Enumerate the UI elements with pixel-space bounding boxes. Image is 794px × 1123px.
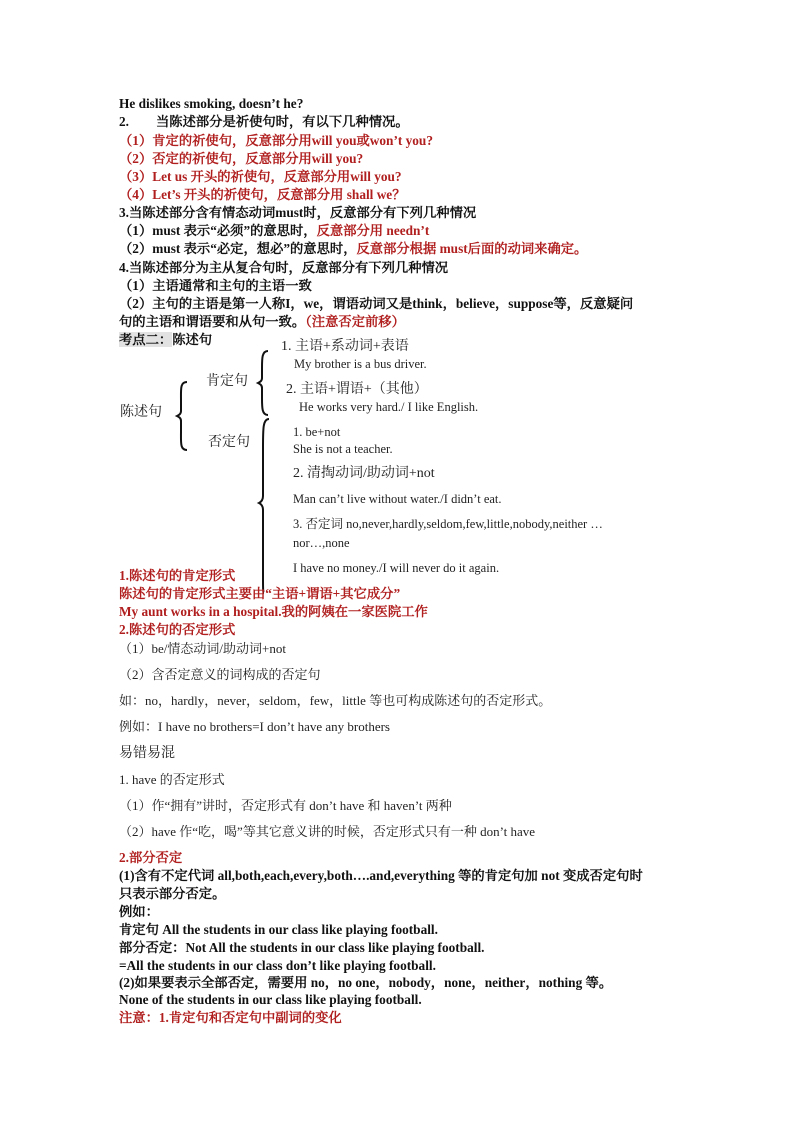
rule-text: 句的主语和谓语要和从句一致。	[119, 314, 306, 329]
have-rule-2: （2）have 作“吃，喝”等其它意义讲的时候，否定形式只有一种 don’t have	[119, 824, 536, 839]
rule-line: （1）主语通常和主句的主语一致	[119, 278, 312, 293]
negative-pattern-3-cont: nor…,none	[293, 536, 350, 550]
total-negation-rule: (2)如果要表示全部否定，需要用 no，no one，nobody，none，neither，nothing 等。	[119, 975, 613, 990]
rule-line	[119, 314, 405, 330]
negative-pattern-1: 1. be+not	[293, 425, 341, 439]
example-line: None of the students in our class like playing football.	[119, 992, 422, 1007]
diagram-negative-label: 否定句	[208, 435, 250, 450]
example-line: =All the students in our class don’t like playing football.	[119, 958, 436, 973]
section-heading: 1.陈述句的肯定形式	[119, 568, 236, 583]
rule-highlight: 反意部分根据 must后面的动词来确定。	[356, 241, 588, 256]
negative-example-3: I have no money./I will never do it again.	[293, 561, 500, 575]
key-point-label: 考点二：	[119, 332, 173, 347]
negative-example-2: Man can’t live without water./I didn’t eat.	[293, 492, 502, 506]
partial-rule-cont: 只表示部分否定。	[119, 886, 226, 901]
rule-line: （4）Let’s 开头的祈使句，反意部分用 shall we？	[119, 187, 406, 202]
negative-rule-1: （1）be/情态动词/助动词+not	[119, 641, 286, 656]
point-2-heading: 当陈述部分是祈使句时，有以下几种情况。	[156, 114, 409, 129]
rule-text: （1）must 表示“必须”的意思时，	[119, 223, 317, 238]
negative-rule-note: 如：no，hardly，never，seldom，few，little 等也可构成陈述句的否定形式。	[119, 693, 552, 708]
section-heading: 2.陈述句的否定形式	[119, 622, 236, 637]
positive-example-2: He works very hard./ I like English.	[299, 400, 479, 414]
point-2-number: 2.	[119, 114, 129, 129]
example-line: 肯定句 All the students in our class like playing football.	[119, 922, 438, 937]
point-3-heading: 3.当陈述部分含有情态动词must时，反意部分有下列几种情况	[119, 205, 477, 220]
confusable-heading: 易错易混	[119, 746, 175, 761]
rule-line: （2）主句的主语是第一人称I，we，谓语动词又是think，believe，suppose等，反意疑问	[119, 296, 634, 311]
positive-example-1: My brother is a bus driver.	[294, 357, 427, 371]
root-brace	[176, 381, 190, 451]
rule-line	[119, 241, 587, 257]
rule-line: （1）肯定的祈使句，反意部分用will you或won’t you?	[119, 133, 433, 148]
negative-rule-2: （2）含否定意义的词构成的否定句	[119, 667, 321, 682]
negative-pattern-3: 3. 否定词 no,never,hardly,seldom,few,little,nobody,neither …	[293, 517, 603, 531]
example-label: 例如：	[119, 904, 159, 919]
positive-pattern-2: 2. 主语+谓语+（其他）	[286, 382, 428, 397]
section-text: 陈述句的肯定形式主要由“主语+谓语+其它成分”	[119, 586, 401, 601]
rule-text: （2）must 表示“必定，想必”的意思时，	[119, 241, 357, 256]
negative-example-1: She is not a teacher.	[293, 442, 393, 456]
point-4-heading: 4.当陈述部分为主从复合句时，反意部分有下列几种情况	[119, 260, 449, 275]
negative-pattern-2: 2. 清掏动词/助动词+not	[293, 466, 435, 481]
key-point-title: 陈述句	[172, 332, 213, 347]
key-point-heading	[119, 332, 212, 348]
diagram-root-label: 陈述句	[120, 405, 162, 420]
note-line: 注意：1.肯定句和否定句中副词的变化	[119, 1010, 342, 1025]
diagram-positive-label: 肯定句	[206, 374, 248, 389]
positive-brace	[257, 350, 271, 416]
rule-line: （3）Let us 开头的祈使句，反意部分用will you?	[119, 169, 402, 184]
partial-negation-heading: 2.部分否定	[119, 850, 183, 865]
positive-pattern-1: 1. 主语+系动词+表语	[281, 339, 409, 354]
have-heading: 1. have 的否定形式	[119, 772, 225, 787]
rule-highlight: （注意否定前移）	[305, 314, 405, 329]
rule-highlight: 反意部分用 needn’t	[316, 223, 430, 238]
partial-rule: (1)含有不定代词 all,both,each,every,both….and,everything 等的肯定句加 not 变成否定句时	[119, 868, 643, 883]
rule-line: （2）否定的祈使句，反意部分用will you?	[119, 151, 364, 166]
example-line: 部分否定：Not All the students in our class like playing football.	[119, 940, 485, 955]
negative-rule-example: 例如：I have no brothers=I don’t have any brothers	[119, 719, 390, 734]
rule-line	[119, 223, 429, 239]
section-example: My aunt works in a hospital.我的阿姨在一家医院工作	[119, 604, 428, 619]
negative-brace	[258, 418, 272, 594]
example-line: He dislikes smoking, doesn’t he?	[119, 96, 304, 111]
have-rule-1: （1）作“拥有”讲时，否定形式有 don’t have 和 haven’t 两种	[119, 798, 452, 813]
